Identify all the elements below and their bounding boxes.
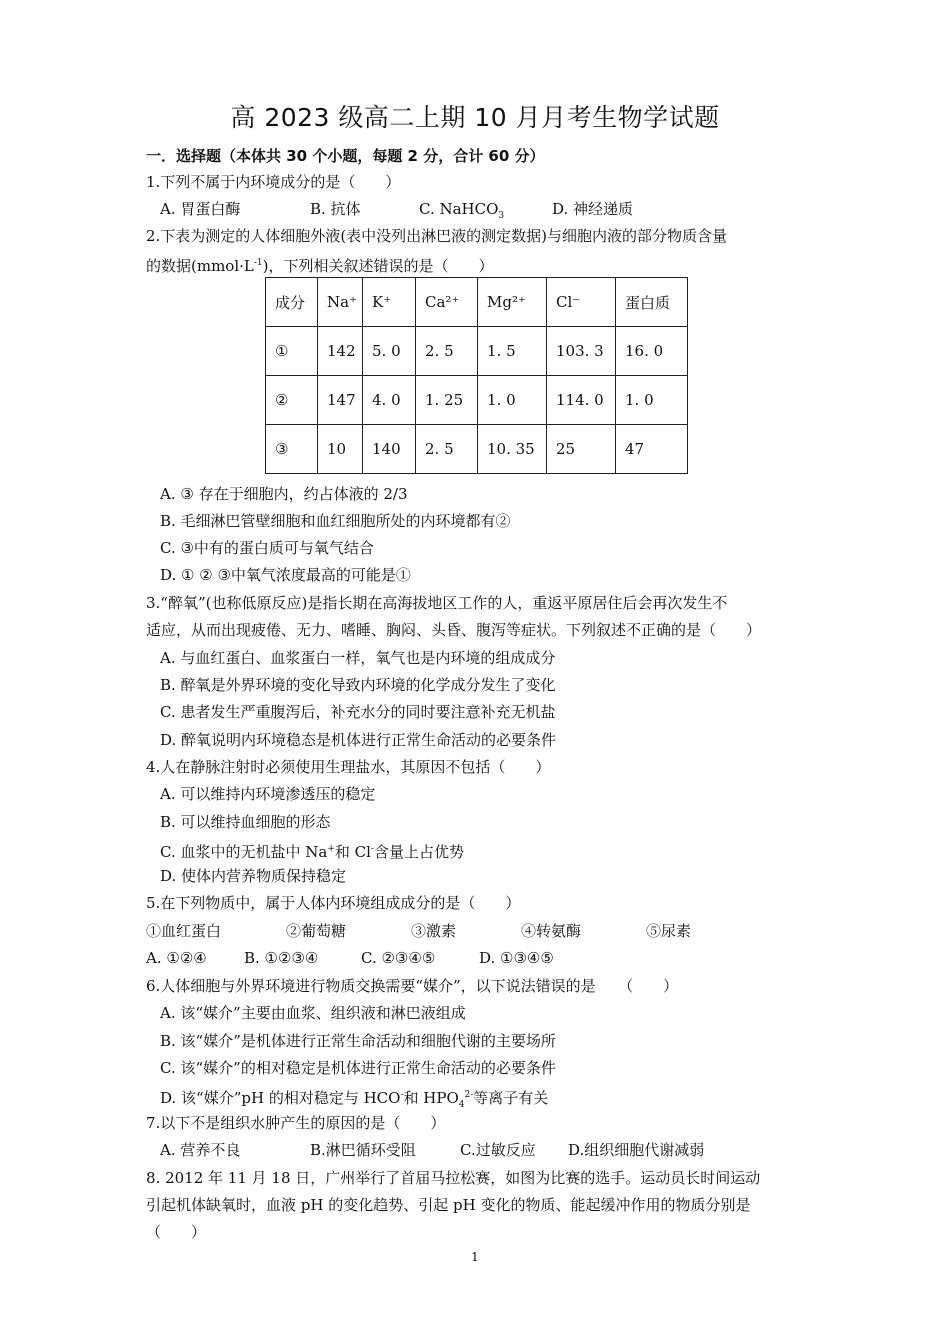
table-cell: ② [266,376,318,425]
table-row [266,327,688,376]
option-a: A. 胃蛋白酶 [160,200,241,218]
table-cell: 1. 0 [478,376,547,425]
page-number: 1 [471,1250,479,1264]
option-c-subscript: 3 [498,211,505,221]
table-cell: 1. 0 [616,376,688,425]
question-3-option-a: A. 与血红蛋白、血浆蛋白一样，氧气也是内环境的组成成分 [160,649,556,667]
option-c: C. ②③④⑤ [361,949,436,967]
question-6-stem: 6.人体细胞与外界环境进行物质交换需要“媒介”，以下说法错误的是 （ ） [146,977,679,995]
table-cell: 103. 3 [547,327,616,376]
subscript: 4 [458,1100,465,1110]
superscript: 2- [464,1090,474,1100]
question-3-stem-line1: 3.“醉氧”(也称低原反应)是指长期在高海拔地区工作的人，重返平原居住后会再次发生不 [146,594,728,612]
table-cell: 1. 5 [478,327,547,376]
question-2-option-b: B. 毛细淋巴管壁细胞和血红细胞所处的内环境都有② [160,512,511,530]
option-text: D. 该“媒介”pH 的相对稳定与 HCO [160,1089,401,1107]
table-cell: 4. 0 [363,376,416,425]
question-6-option-a: A. 该“媒介”主要由血浆、组织液和淋巴液组成 [160,1004,466,1022]
option-c-text: C. NaHCO [419,200,499,218]
table-cell: 114. 0 [547,376,616,425]
list-item: ⑤尿素 [646,922,692,940]
question-2-option-c: C. ③中有的蛋白质可与氧气结合 [160,539,374,557]
table-row [266,425,688,474]
table-cell: 16. 0 [616,327,688,376]
superscript: + [327,844,335,854]
option-text: C. 血浆中的无机盐中 Na [160,843,328,861]
table-header-cell: Ca²⁺ [416,278,478,327]
question-2-option-a: A. ③ 存在于细胞内，约占体液的 2/3 [160,485,408,503]
list-item: ①血红蛋白 [146,922,222,940]
table-header-cell: 成分 [266,278,318,327]
option-d: D.组织细胞代谢减弱 [568,1141,705,1159]
question-3-option-b: B. 醉氧是外界环境的变化导致内环境的化学成分发生了变化 [160,676,556,694]
table-cell: 2. 5 [416,327,478,376]
question-4-option-b: B. 可以维持血细胞的形态 [160,813,331,831]
superscript: - [400,1090,404,1100]
stem-superscript: -1 [253,258,263,268]
question-5-items [146,921,866,941]
list-item: ②葡萄糖 [286,922,347,940]
ion-concentration-table [265,277,688,474]
list-item: ③激素 [411,922,457,940]
question-5-stem: 5.在下列物质中，属于人体内环境组成成分的是（ ） [146,894,521,912]
question-1-stem: 1.下列不属于内环境成分的是（ ） [146,173,401,191]
question-8-stem-line2: 引起机体缺氧时，血液 pH 的变化趋势、引起 pH 变化的物质、能起缓冲作用的物质分别是 [146,1196,751,1214]
question-4-option-c [160,839,464,862]
option-b: B. ①②③④ [244,949,319,967]
option-c [419,199,504,226]
table-header-cell: Mg²⁺ [478,278,547,327]
option-a: A. ①②④ [146,949,207,967]
table-cell: 25 [547,425,616,474]
table-cell: 140 [363,425,416,474]
option-text: 和 HPO [403,1089,459,1107]
table-cell: 10. 35 [478,425,547,474]
option-text: 等离子有关 [473,1089,549,1107]
option-b: B. 抗体 [310,200,361,218]
question-4-stem: 4.人在静脉注射时必须使用生理盐水，其原因不包括（ ） [146,758,551,776]
question-6-option-b: B. 该“媒介”是机体进行正常生命活动和细胞代谢的主要场所 [160,1032,556,1050]
question-7-options [160,1140,880,1160]
table-cell: 142 [318,327,363,376]
question-8-stem-line3: （ ） [146,1223,207,1241]
table-header-cell: Na⁺ [318,278,363,327]
table-header-cell: K⁺ [363,278,416,327]
table-cell: 5. 0 [363,327,416,376]
table-header-cell: Cl⁻ [547,278,616,327]
table-header-cell: 蛋白质 [616,278,688,327]
option-d: D. ①③④⑤ [479,949,554,967]
table-cell: 10 [318,425,363,474]
table-cell: 1. 25 [416,376,478,425]
question-2-stem-line2 [146,253,494,276]
table-row [266,376,688,425]
table-cell: ③ [266,425,318,474]
option-b: B.淋巴循环受阻 [310,1141,416,1159]
question-2-option-d: D. ① ② ③中氧气浓度最高的可能是① [160,566,411,584]
option-a: A. 营养不良 [160,1141,241,1159]
question-6-option-c: C. 该“媒介”的相对稳定是机体进行正常生命活动的必要条件 [160,1059,556,1077]
option-text: 含量上占优势 [373,843,464,861]
question-7-stem: 7.以下不是组织水肿产生的原因的是（ ） [146,1114,446,1132]
question-1-options [160,199,860,219]
option-text: 和 Cl [334,843,371,861]
option-c: C.过敏反应 [460,1141,536,1159]
table-cell: ① [266,327,318,376]
table-cell: 2. 5 [416,425,478,474]
question-3-stem-line2: 适应，从而出现疲倦、无力、嗜睡、胸闷、头昏、腹泻等症状。下列叙述不正确的是（ ） [146,621,762,639]
list-item: ④转氨酶 [521,922,582,940]
question-5-options [146,948,866,968]
question-2-stem-line1: 2.下表为测定的人体细胞外液(表中没列出淋巴液的测定数据)与细胞内液的部分物质含量 [146,227,728,245]
table-cell: 147 [318,376,363,425]
question-4-option-d: D. 使体内营养物质保持稳定 [160,867,347,885]
section-heading: 一．选择题（本体共 30 个小题，每题 2 分，合计 60 分） [146,147,545,165]
question-8-stem-line1: 8. 2012 年 11 月 18 日，广州举行了首届马拉松赛，如图为比赛的选手。运动员长时间运动 [146,1169,761,1187]
page-title: 高 2023 级高二上期 10 月月考生物学试题 [230,103,720,132]
superscript: - [370,844,374,854]
option-d: D. 神经递质 [552,200,634,218]
table-header-row [266,278,688,327]
question-3-option-c: C. 患者发生严重腹泻后，补充水分的同时要注意补充无机盐 [160,703,556,721]
question-3-option-d: D. 醉氧说明内环境稳态是机体进行正常生命活动的必要条件 [160,731,557,749]
table-cell: 47 [616,425,688,474]
question-4-option-a: A. 可以维持内环境渗透压的稳定 [160,785,376,803]
stem-text-end: )，下列相关叙述错误的是（ ） [262,257,494,275]
stem-text: 的数据(mmol·L [146,257,254,275]
question-6-option-d [160,1085,548,1115]
